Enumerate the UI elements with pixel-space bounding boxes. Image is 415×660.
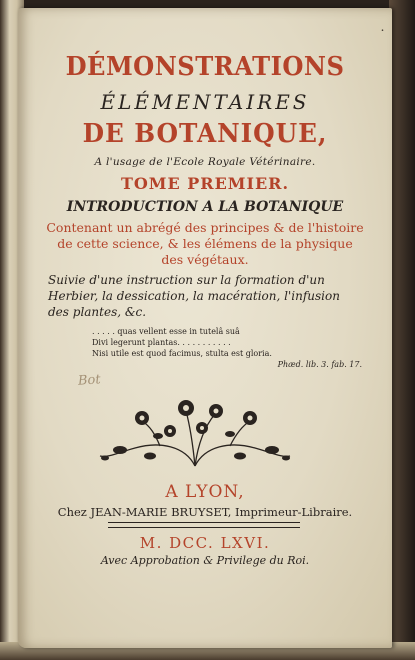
supplement <box>48 272 378 320</box>
book-cover-edge <box>389 0 415 660</box>
publisher: Chez JEAN-MARIE BRUYSET, Imprimeur-Libraire. <box>57 505 353 519</box>
epigraph-line-1: . . . . . quas vellent esse in tutelâ suâ <box>92 327 240 336</box>
description-line-2: de cette science, & les élémens de la physique <box>57 236 353 251</box>
divider-rule <box>108 522 300 528</box>
epigraph-line-2: Divi legerunt plantas. . . . . . . . . . . <box>92 338 231 347</box>
title-line-1: DÉMONSTRATIONS <box>65 52 345 82</box>
title-line-2: ÉLÉMENTAIRES <box>100 90 310 114</box>
page-corner-mark: ˙ <box>379 28 386 44</box>
handwritten-note: Bot <box>77 372 102 389</box>
supplement-line-2: Herbier, la dessication, la macération, l'infusion <box>48 289 340 303</box>
title-line-3: DE BOTANIQUE, <box>82 119 328 149</box>
epigraph-line-3: Nisi utile est quod facimus, stulta est gloria. <box>92 349 272 358</box>
description-line-3: des végétaux. <box>161 252 249 267</box>
publication-place: A LYON, <box>165 482 245 502</box>
epigraph <box>92 326 362 370</box>
description <box>18 220 392 268</box>
title-page <box>18 8 392 648</box>
section-title: INTRODUCTION A LA BOTANIQUE <box>66 199 344 215</box>
publication-year: M. DCC. LXVI. <box>139 534 271 552</box>
floral-ornament-icon <box>90 386 300 476</box>
volume-label: TOME PREMIER. <box>120 174 290 193</box>
epigraph-reference: Phæd. lib. 3. fab. 17. <box>277 360 362 369</box>
subtitle: A l'usage de l'Ecole Royale Vétérinaire. <box>94 156 316 168</box>
supplement-line-3: des plantes, &c. <box>48 305 147 319</box>
description-line-1: Contenant un abrégé des principes & de l'histoire <box>46 220 364 235</box>
royal-approval: Avec Approbation & Privilege du Roi. <box>100 554 310 567</box>
supplement-line-1: Suivie d'une instruction sur la formation d'un <box>48 273 325 287</box>
